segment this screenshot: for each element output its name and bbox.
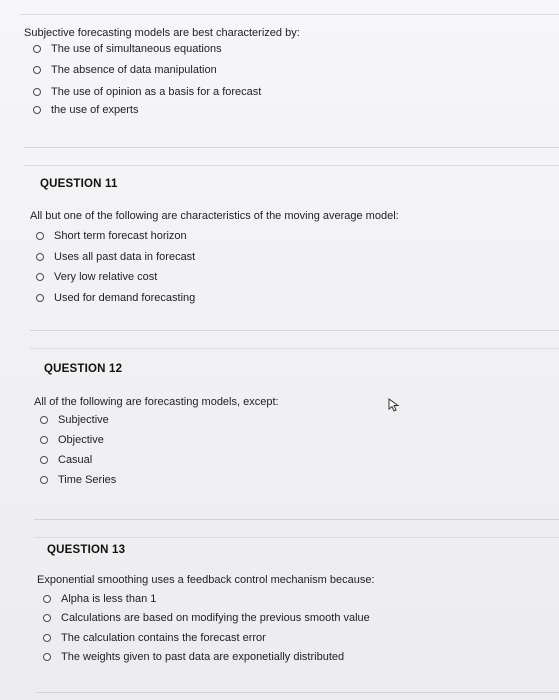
- radio-button[interactable]: [33, 88, 41, 96]
- q11-prompt: All but one of the following are characteristics of the moving average model:: [30, 210, 399, 222]
- radio-button[interactable]: [33, 106, 41, 114]
- q12-option-4[interactable]: [40, 474, 116, 486]
- q11-option-4[interactable]: [36, 292, 195, 304]
- q12-option-1[interactable]: [40, 414, 109, 426]
- radio-button[interactable]: [43, 634, 51, 642]
- q12-option-1-label: Subjective: [58, 414, 109, 426]
- q11-option-1[interactable]: [36, 230, 187, 242]
- section-divider: [30, 330, 559, 331]
- q11-option-3[interactable]: [36, 271, 157, 283]
- q13-option-1-label: Alpha is less than 1: [61, 593, 157, 605]
- q13-option-2-label: Calculations are based on modifying the previous smooth value: [61, 612, 370, 624]
- radio-button[interactable]: [36, 232, 44, 240]
- q11-option-4-label: Used for demand forecasting: [54, 292, 196, 304]
- q13-option-1[interactable]: [43, 593, 156, 605]
- section-divider: [34, 537, 559, 538]
- q13-title: QUESTION 13: [47, 544, 126, 556]
- q13-option-2[interactable]: [43, 612, 370, 624]
- radio-button[interactable]: [36, 273, 44, 281]
- q12-option-3-label: Casual: [58, 454, 93, 466]
- radio-button[interactable]: [43, 653, 51, 661]
- radio-button[interactable]: [33, 66, 41, 74]
- q10-option-1[interactable]: [33, 43, 222, 55]
- q12-title: QUESTION 12: [44, 363, 123, 375]
- q12-option-2[interactable]: [40, 434, 104, 446]
- q11-option-3-label: Very low relative cost: [54, 271, 158, 283]
- q11-option-1-label: Short term forecast horizon: [54, 230, 187, 242]
- section-divider: [24, 165, 559, 166]
- q13-prompt: Exponential smoothing uses a feedback control mechanism because:: [37, 574, 375, 586]
- radio-button[interactable]: [40, 436, 48, 444]
- q13-option-3-label: The calculation contains the forecast error: [61, 632, 266, 644]
- q13-option-4[interactable]: [43, 651, 344, 663]
- q10-option-1-label: The use of simultaneous equations: [51, 43, 222, 55]
- q10-prompt: Subjective forecasting models are best characterized by:: [24, 27, 300, 39]
- top-divider: [20, 14, 559, 15]
- q10-option-2[interactable]: [33, 64, 217, 76]
- section-divider: [30, 348, 559, 349]
- q11-option-2-label: Uses all past data in forecast: [54, 251, 196, 263]
- q12-option-3[interactable]: [40, 454, 92, 466]
- q10-option-4-label: the use of experts: [51, 104, 139, 116]
- q13-option-4-label: The weights given to past data are exponetially distributed: [61, 651, 345, 663]
- q11-title: QUESTION 11: [40, 178, 118, 190]
- q10-option-2-label: The absence of data manipulation: [51, 64, 217, 76]
- q12-option-4-label: Time Series: [58, 474, 117, 486]
- q11-option-2[interactable]: [36, 251, 195, 263]
- section-divider: [34, 519, 559, 520]
- radio-button[interactable]: [33, 45, 41, 53]
- q10-option-3-label: The use of opinion as a basis for a forecast: [51, 86, 262, 98]
- q12-option-2-label: Objective: [58, 434, 104, 446]
- q12-prompt: All of the following are forecasting models, except:: [34, 396, 279, 408]
- radio-button[interactable]: [40, 416, 48, 424]
- radio-button[interactable]: [36, 253, 44, 261]
- section-divider: [24, 147, 559, 148]
- radio-button[interactable]: [43, 595, 51, 603]
- radio-button[interactable]: [36, 294, 44, 302]
- radio-button[interactable]: [40, 476, 48, 484]
- q13-option-3[interactable]: [43, 632, 266, 644]
- q10-option-3[interactable]: [33, 86, 261, 98]
- radio-button[interactable]: [40, 456, 48, 464]
- section-divider: [37, 692, 559, 693]
- mouse-pointer-icon: [388, 398, 400, 412]
- radio-button[interactable]: [43, 614, 51, 622]
- q10-option-4[interactable]: [33, 104, 138, 116]
